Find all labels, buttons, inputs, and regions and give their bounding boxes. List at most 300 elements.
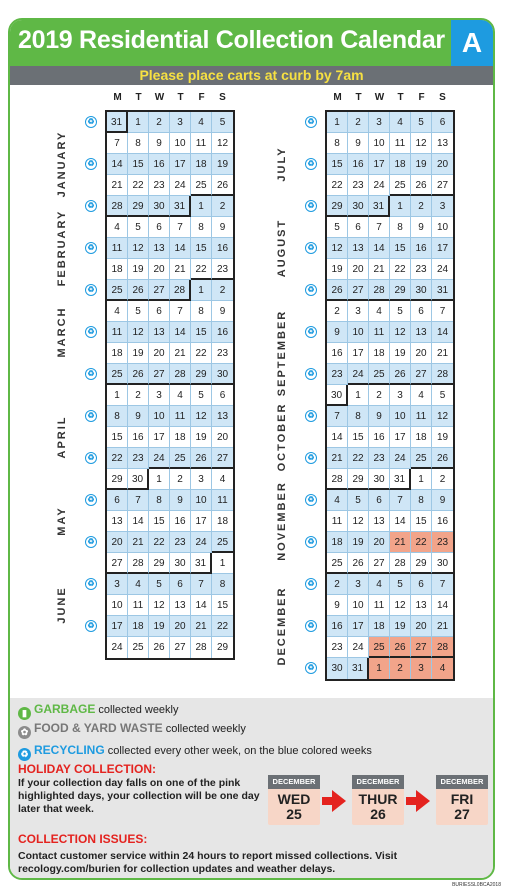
calendar-day: 20 bbox=[149, 259, 170, 280]
calendar-day: 3 bbox=[348, 574, 369, 595]
calendar-day: 3 bbox=[170, 112, 191, 133]
calendar-day: 11 bbox=[390, 133, 411, 154]
month-label: JANUARY bbox=[56, 130, 68, 197]
calendar-day: 28 bbox=[432, 637, 453, 658]
calendar-day: 18 bbox=[107, 259, 128, 280]
recycling-week-icon: ♻ bbox=[85, 368, 97, 380]
calendar-day: 22 bbox=[191, 343, 212, 364]
calendar-day: 2 bbox=[128, 385, 149, 406]
calendar-day: 26 bbox=[411, 175, 432, 196]
calendar-day: 21 bbox=[432, 343, 453, 364]
garbage-text: collected weekly bbox=[95, 704, 179, 716]
recycling-week-icon: ♻ bbox=[85, 536, 97, 548]
calendar-day: 25 bbox=[390, 175, 411, 196]
calendar-day: 22 bbox=[390, 259, 411, 280]
calendar-day: 23 bbox=[348, 175, 369, 196]
holiday-card-month: DECEMBER bbox=[268, 775, 320, 789]
calendar-day: 26 bbox=[128, 280, 149, 301]
calendar-day: 9 bbox=[212, 301, 233, 322]
calendar-day: 4 bbox=[327, 490, 348, 511]
recycling-week-icon: ♻ bbox=[305, 326, 317, 338]
calendar-day: 1 bbox=[191, 196, 212, 217]
calendar-day: 15 bbox=[128, 154, 149, 175]
weekday-header: W bbox=[154, 92, 165, 103]
calendar-day: 14 bbox=[191, 595, 212, 616]
recycling-week-icon: ♻ bbox=[305, 494, 317, 506]
recycling-week-icon: ♻ bbox=[305, 662, 317, 674]
calendar-day: 29 bbox=[191, 364, 212, 385]
calendar-day: 16 bbox=[369, 427, 390, 448]
calendar-day: 24 bbox=[348, 364, 369, 385]
calendar-day: 20 bbox=[212, 427, 233, 448]
calendar-day: 2 bbox=[432, 469, 453, 490]
calendar-day: 18 bbox=[411, 427, 432, 448]
calendar-day: 16 bbox=[170, 511, 191, 532]
calendar-day: 17 bbox=[390, 427, 411, 448]
calendar-day: 24 bbox=[107, 637, 128, 658]
calendar-day: 10 bbox=[149, 406, 170, 427]
recycling-week-icon: ♻ bbox=[85, 200, 97, 212]
garbage-label: GARBAGE bbox=[34, 702, 96, 716]
calendar-day: 5 bbox=[191, 385, 212, 406]
legend-garbage bbox=[18, 702, 179, 720]
calendar-day: 26 bbox=[390, 364, 411, 385]
calendar-day: 29 bbox=[327, 196, 348, 217]
calendar-day: 21 bbox=[432, 616, 453, 637]
calendar-day: 21 bbox=[128, 532, 149, 553]
calendar-day: 30 bbox=[128, 469, 149, 490]
calendar-day: 3 bbox=[411, 658, 432, 679]
calendar-day: 23 bbox=[369, 448, 390, 469]
calendar-day: 7 bbox=[432, 574, 453, 595]
calendar-day: 6 bbox=[149, 217, 170, 238]
calendar-day: 15 bbox=[390, 238, 411, 259]
calendar-day: 28 bbox=[369, 280, 390, 301]
calendar-day: 24 bbox=[432, 259, 453, 280]
calendar-day: 3 bbox=[348, 301, 369, 322]
calendar-day: 18 bbox=[390, 154, 411, 175]
calendar-day: 31 bbox=[369, 196, 390, 217]
calendar-day: 24 bbox=[390, 448, 411, 469]
calendar-day: 4 bbox=[191, 112, 212, 133]
calendar-day: 14 bbox=[170, 238, 191, 259]
calendar-day: 5 bbox=[390, 574, 411, 595]
calendar-day: 4 bbox=[170, 385, 191, 406]
calendar-day: 2 bbox=[327, 574, 348, 595]
calendar-day: 29 bbox=[411, 553, 432, 574]
calendar-day: 13 bbox=[170, 595, 191, 616]
calendar-day: 3 bbox=[107, 574, 128, 595]
calendar-day: 13 bbox=[369, 511, 390, 532]
calendar-day: 25 bbox=[128, 637, 149, 658]
calendar-day: 27 bbox=[170, 637, 191, 658]
calendar-day: 20 bbox=[170, 616, 191, 637]
calendar-day: 13 bbox=[212, 406, 233, 427]
holiday-heading: HOLIDAY COLLECTION: bbox=[18, 762, 157, 776]
calendar-day: 30 bbox=[369, 469, 390, 490]
calendar-day: 20 bbox=[432, 154, 453, 175]
weekday-header: T bbox=[355, 92, 362, 103]
calendar-day: 27 bbox=[348, 280, 369, 301]
recycling-week-icon: ♻ bbox=[85, 410, 97, 422]
calendar-day: 24 bbox=[369, 175, 390, 196]
calendar-day: 2 bbox=[212, 280, 233, 301]
recycling-week-icon: ♻ bbox=[305, 452, 317, 464]
calendar-day: 15 bbox=[411, 511, 432, 532]
calendar-day: 31 bbox=[432, 280, 453, 301]
recycling-week-icon: ♻ bbox=[85, 494, 97, 506]
calendar-day: 22 bbox=[149, 532, 170, 553]
leaf-icon: ✿ bbox=[18, 726, 31, 739]
calendar-day: 25 bbox=[369, 637, 390, 658]
calendar-day: 2 bbox=[390, 658, 411, 679]
calendar-card bbox=[8, 18, 495, 880]
calendar-day: 4 bbox=[107, 217, 128, 238]
weekday-header: T bbox=[135, 92, 142, 103]
calendar-day: 22 bbox=[327, 175, 348, 196]
calendar-day: 15 bbox=[149, 511, 170, 532]
calendar-day: 6 bbox=[170, 574, 191, 595]
calendar-day: 14 bbox=[432, 595, 453, 616]
recycling-text: collected every other week, on the blue colored weeks bbox=[104, 745, 372, 757]
calendar-day: 3 bbox=[191, 469, 212, 490]
calendar-day: 9 bbox=[411, 217, 432, 238]
calendar-day: 25 bbox=[212, 532, 233, 553]
calendar-day: 1 bbox=[369, 658, 390, 679]
month-grid bbox=[105, 110, 235, 660]
calendar-day: 8 bbox=[327, 133, 348, 154]
calendar-day: 4 bbox=[390, 112, 411, 133]
curb-time-notice: Please place carts at curb by 7am bbox=[139, 67, 364, 83]
food-yard-text: collected weekly bbox=[162, 723, 246, 735]
calendar-day: 16 bbox=[149, 154, 170, 175]
recycling-week-icon: ♻ bbox=[85, 242, 97, 254]
calendar-day: 27 bbox=[107, 553, 128, 574]
holiday-card-dow: THUR bbox=[358, 791, 398, 807]
recycling-week-icon: ♻ bbox=[305, 242, 317, 254]
calendar-day: 16 bbox=[327, 343, 348, 364]
calendar-day: 29 bbox=[128, 196, 149, 217]
calendar-day: 7 bbox=[128, 490, 149, 511]
holiday-day-card bbox=[268, 775, 320, 825]
calendar-day: 4 bbox=[369, 301, 390, 322]
recycling-week-icon: ♻ bbox=[305, 368, 317, 380]
calendar-day: 23 bbox=[411, 259, 432, 280]
calendar-day: 28 bbox=[390, 553, 411, 574]
calendar-day: 30 bbox=[327, 658, 348, 679]
calendar-day: 29 bbox=[348, 469, 369, 490]
calendar-day: 11 bbox=[191, 133, 212, 154]
calendar-day: 10 bbox=[390, 406, 411, 427]
calendar-day: 12 bbox=[128, 238, 149, 259]
calendar-day: 2 bbox=[149, 112, 170, 133]
calendar-day: 4 bbox=[369, 574, 390, 595]
calendar-day: 5 bbox=[128, 301, 149, 322]
calendar-day: 25 bbox=[107, 364, 128, 385]
route-badge: A bbox=[451, 20, 493, 66]
recycling-week-icon: ♻ bbox=[305, 116, 317, 128]
holiday-day-card bbox=[436, 775, 488, 825]
weekday-header: S bbox=[439, 92, 446, 103]
calendar-day: 31 bbox=[390, 469, 411, 490]
month-label: MAY bbox=[56, 505, 68, 536]
calendar-day: 9 bbox=[170, 490, 191, 511]
calendar-day: 25 bbox=[170, 448, 191, 469]
weekday-header: T bbox=[397, 92, 404, 103]
recycling-week-icon: ♻ bbox=[305, 620, 317, 632]
calendar-day: 14 bbox=[390, 511, 411, 532]
month-label: AUGUST bbox=[276, 218, 288, 277]
calendar-day: 30 bbox=[212, 364, 233, 385]
month-label: SEPTEMBER bbox=[276, 309, 288, 396]
holiday-card-dow: FRI bbox=[450, 791, 474, 807]
calendar-day: 22 bbox=[107, 448, 128, 469]
weekday-header: W bbox=[374, 92, 385, 103]
calendar-day: 27 bbox=[212, 448, 233, 469]
calendar-day: 8 bbox=[390, 217, 411, 238]
calendar-day: 13 bbox=[107, 511, 128, 532]
recycling-week-icon: ♻ bbox=[85, 284, 97, 296]
calendar-day: 13 bbox=[432, 133, 453, 154]
arrow-right-icon bbox=[416, 790, 430, 812]
recycling-week-icon: ♻ bbox=[85, 116, 97, 128]
calendar-day: 23 bbox=[212, 343, 233, 364]
calendar-day: 7 bbox=[170, 301, 191, 322]
recycling-week-icon: ♻ bbox=[305, 536, 317, 548]
calendar-day: 27 bbox=[411, 364, 432, 385]
recycling-week-icon: ♻ bbox=[85, 326, 97, 338]
calendar-day: 7 bbox=[390, 490, 411, 511]
calendar-day: 31 bbox=[170, 196, 191, 217]
calendar-day: 21 bbox=[191, 616, 212, 637]
legend-food-yard bbox=[18, 721, 246, 739]
calendar-day: 7 bbox=[369, 217, 390, 238]
calendar-day: 5 bbox=[432, 385, 453, 406]
calendar-day: 12 bbox=[128, 322, 149, 343]
holiday-text: If your collection day falls on one of the pink highlighted days, your collection will be one day later that week. bbox=[18, 777, 260, 815]
month-label: OCTOBER bbox=[276, 402, 288, 471]
calendar-day: 31 bbox=[107, 112, 128, 133]
calendar-day: 10 bbox=[369, 133, 390, 154]
calendar-day: 8 bbox=[107, 406, 128, 427]
calendar-day: 5 bbox=[390, 301, 411, 322]
calendar-day: 19 bbox=[411, 154, 432, 175]
calendar-day: 15 bbox=[191, 322, 212, 343]
calendar-day: 15 bbox=[348, 427, 369, 448]
calendar-day: 13 bbox=[411, 595, 432, 616]
calendar-day: 19 bbox=[149, 616, 170, 637]
calendar-day: 22 bbox=[212, 616, 233, 637]
calendar-day: 28 bbox=[327, 469, 348, 490]
calendar-day: 3 bbox=[432, 196, 453, 217]
calendar-day: 17 bbox=[107, 616, 128, 637]
calendar-day: 28 bbox=[128, 553, 149, 574]
calendar-day: 29 bbox=[390, 280, 411, 301]
calendar-day: 20 bbox=[369, 532, 390, 553]
calendar-day: 12 bbox=[411, 133, 432, 154]
calendar-day: 2 bbox=[348, 112, 369, 133]
calendar-day: 21 bbox=[170, 343, 191, 364]
calendar-day: 1 bbox=[327, 112, 348, 133]
calendar-day: 11 bbox=[327, 511, 348, 532]
calendar-day: 28 bbox=[170, 364, 191, 385]
calendar-day: 29 bbox=[212, 637, 233, 658]
calendar-day: 23 bbox=[212, 259, 233, 280]
calendar-day: 18 bbox=[369, 343, 390, 364]
calendar-day: 7 bbox=[327, 406, 348, 427]
calendar-day: 1 bbox=[107, 385, 128, 406]
calendar-day: 24 bbox=[170, 175, 191, 196]
calendar-day: 25 bbox=[369, 364, 390, 385]
calendar-day: 29 bbox=[107, 469, 128, 490]
calendar-day: 9 bbox=[348, 133, 369, 154]
calendar-day: 19 bbox=[212, 154, 233, 175]
month-label: DECEMBER bbox=[276, 586, 288, 665]
month-label: FEBRUARY bbox=[56, 209, 68, 286]
calendar-day: 14 bbox=[128, 511, 149, 532]
calendar-day: 18 bbox=[327, 532, 348, 553]
recycling-label: RECYCLING bbox=[34, 743, 105, 757]
calendar-day: 4 bbox=[128, 574, 149, 595]
holiday-card-day: 27 bbox=[454, 806, 470, 822]
recycling-week-icon: ♻ bbox=[305, 158, 317, 170]
calendar-day: 7 bbox=[170, 217, 191, 238]
calendar-day: 20 bbox=[411, 616, 432, 637]
calendar-day: 22 bbox=[128, 175, 149, 196]
calendar-day: 19 bbox=[390, 343, 411, 364]
recycling-week-icon: ♻ bbox=[85, 578, 97, 590]
calendar-day: 5 bbox=[149, 574, 170, 595]
header-bar bbox=[10, 20, 493, 66]
calendar-day: 26 bbox=[149, 637, 170, 658]
calendar-day: 23 bbox=[170, 532, 191, 553]
calendar-day: 27 bbox=[411, 637, 432, 658]
holiday-day-card bbox=[352, 775, 404, 825]
calendar-day: 16 bbox=[411, 238, 432, 259]
recycling-week-icon: ♻ bbox=[305, 200, 317, 212]
calendar-day: 13 bbox=[149, 238, 170, 259]
calendar-day: 2 bbox=[369, 385, 390, 406]
calendar-day: 7 bbox=[107, 133, 128, 154]
calendar-day: 4 bbox=[432, 658, 453, 679]
calendar-day: 20 bbox=[149, 343, 170, 364]
calendar-day: 23 bbox=[327, 637, 348, 658]
calendar-day: 5 bbox=[128, 217, 149, 238]
calendar-day: 30 bbox=[170, 553, 191, 574]
issues-text: Contact customer service within 24 hours to report missed collections. Visit recology.com/burien for collection updates and weather delays. bbox=[18, 850, 398, 875]
calendar-day: 24 bbox=[149, 448, 170, 469]
calendar-day: 21 bbox=[327, 448, 348, 469]
page-title: 2019 Residential Collection Calendar bbox=[18, 26, 445, 54]
calendar-day: 10 bbox=[191, 490, 212, 511]
calendar-day: 3 bbox=[369, 112, 390, 133]
calendar-day: 9 bbox=[327, 322, 348, 343]
calendar-day: 18 bbox=[369, 616, 390, 637]
calendar-day: 2 bbox=[170, 469, 191, 490]
calendar-day: 6 bbox=[212, 385, 233, 406]
calendar-day: 5 bbox=[327, 217, 348, 238]
calendar-day: 13 bbox=[348, 238, 369, 259]
calendar-day: 13 bbox=[411, 322, 432, 343]
month-grid bbox=[325, 110, 455, 681]
calendar-day: 10 bbox=[170, 133, 191, 154]
recycling-icon: ♻ bbox=[18, 748, 31, 761]
calendar-day: 21 bbox=[107, 175, 128, 196]
calendar-day: 20 bbox=[107, 532, 128, 553]
calendar-day: 12 bbox=[212, 133, 233, 154]
holiday-card-day: 25 bbox=[286, 806, 302, 822]
calendar-day: 16 bbox=[128, 427, 149, 448]
calendar-day: 5 bbox=[411, 112, 432, 133]
calendar-day: 9 bbox=[327, 595, 348, 616]
calendar-day: 6 bbox=[411, 301, 432, 322]
calendar-day: 26 bbox=[348, 553, 369, 574]
calendar-day: 1 bbox=[411, 469, 432, 490]
calendar-day: 4 bbox=[411, 385, 432, 406]
calendar-day: 1 bbox=[212, 553, 233, 574]
calendar-day: 26 bbox=[212, 175, 233, 196]
calendar-day: 26 bbox=[128, 364, 149, 385]
calendar-day: 31 bbox=[191, 553, 212, 574]
calendar-day: 26 bbox=[191, 448, 212, 469]
calendar-day: 7 bbox=[191, 574, 212, 595]
calendar-day: 18 bbox=[212, 511, 233, 532]
legend-panel bbox=[10, 698, 493, 880]
calendar-day: 18 bbox=[191, 154, 212, 175]
calendar-day: 6 bbox=[149, 301, 170, 322]
calendar-day: 18 bbox=[128, 616, 149, 637]
recycling-week-icon: ♻ bbox=[85, 452, 97, 464]
calendar-day: 22 bbox=[411, 532, 432, 553]
calendar-day: 22 bbox=[191, 259, 212, 280]
calendar-day: 8 bbox=[348, 406, 369, 427]
calendar-day: 17 bbox=[348, 343, 369, 364]
calendar-day: 1 bbox=[191, 280, 212, 301]
calendar-day: 11 bbox=[128, 595, 149, 616]
calendar-day: 17 bbox=[170, 154, 191, 175]
calendar-day: 15 bbox=[327, 154, 348, 175]
calendar-day: 28 bbox=[170, 280, 191, 301]
calendar-day: 12 bbox=[390, 322, 411, 343]
month-label: APRIL bbox=[56, 415, 68, 458]
calendar-day: 14 bbox=[369, 238, 390, 259]
calendar-day: 4 bbox=[212, 469, 233, 490]
calendar-day: 14 bbox=[432, 322, 453, 343]
calendar-day: 3 bbox=[390, 385, 411, 406]
calendar-day: 1 bbox=[348, 385, 369, 406]
calendar-day: 12 bbox=[348, 511, 369, 532]
calendar-day: 14 bbox=[107, 154, 128, 175]
calendar-day: 12 bbox=[390, 595, 411, 616]
calendar-day: 9 bbox=[212, 217, 233, 238]
calendar-day: 16 bbox=[348, 154, 369, 175]
calendar-day: 27 bbox=[432, 175, 453, 196]
calendar-day: 28 bbox=[432, 364, 453, 385]
holiday-card-dow: WED bbox=[277, 791, 311, 807]
calendar-day: 26 bbox=[390, 637, 411, 658]
calendar-day: 11 bbox=[107, 238, 128, 259]
calendar-day: 9 bbox=[369, 406, 390, 427]
weekday-header: M bbox=[113, 92, 122, 103]
calendar-day: 8 bbox=[212, 574, 233, 595]
calendar-day: 15 bbox=[107, 427, 128, 448]
calendar-day: 12 bbox=[327, 238, 348, 259]
calendar-day: 17 bbox=[369, 154, 390, 175]
recycling-week-icon: ♻ bbox=[305, 578, 317, 590]
calendar-day: 24 bbox=[348, 637, 369, 658]
weekday-header: F bbox=[418, 92, 425, 103]
calendar-day: 14 bbox=[327, 427, 348, 448]
